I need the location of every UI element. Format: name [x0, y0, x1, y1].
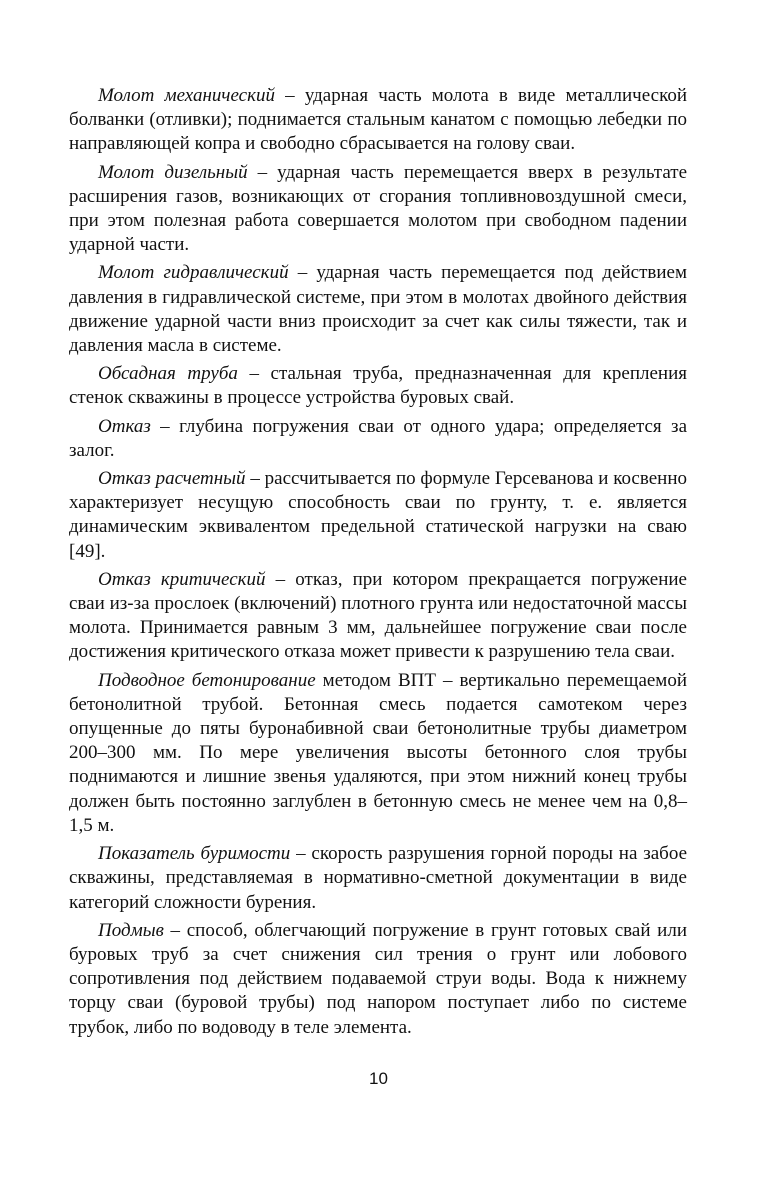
glossary-entry — [69, 362, 687, 410]
glossary-term: Показатель буримости — [98, 843, 291, 865]
glossary-entry — [69, 161, 687, 258]
glossary-entry — [69, 261, 687, 358]
glossary-definition: – ударная часть перемещается вверх в результате расширения газов, возникающих от сгорания топливновоздушной смеси, при этом полезная работа совершается молотом при свободном падении ударной части. — [69, 161, 688, 256]
glossary-term: Отказ расчетный — [98, 468, 246, 490]
glossary-term: Отказ критический — [98, 568, 266, 590]
glossary-entry — [69, 842, 687, 915]
glossary-definition: – ударная часть молота в виде металлической болванки (отливки); поднимается стальным канатом с помощью лебедки по направляющей копра и свободно сбрасывается на голову сваи. — [69, 85, 688, 155]
glossary-entry — [69, 415, 687, 463]
glossary-term: Молот дизельный — [98, 161, 248, 183]
glossary-entry — [69, 568, 687, 665]
glossary-entries — [69, 84, 687, 1044]
glossary-entry — [69, 669, 687, 838]
glossary-term: Отказ — [98, 415, 151, 437]
glossary-definition: методом ВПТ – вертикально перемещаемой бетонолитной трубой. Бетонная смесь подается самотеком через опущенные до пяты буронабивной сваи бетонолитные трубы диаметром 200–300 мм. По мере увеличения высоты бетонного слоя трубы поднимаются и лишние звенья удаляются, при этом нижний конец трубы должен быть постоянно заглублен в бетонную смесь не менее чем на 0,8–1,5 м. — [69, 669, 687, 836]
glossary-entry — [69, 84, 687, 157]
glossary-definition: – способ, облегчающий погружение в грунт готовых свай или буровых труб за счет снижения сил трения о грунт или лобового сопротивления под действием подаваемой струи воды. Вода к нижнему торцу сваи (буровой трубы) под напором поступает либо по системе трубок, либо по водоводу в теле элемента. — [69, 919, 687, 1038]
glossary-definition: – отказ, при котором прекращается погружение сваи из-за прослоек (включений) плотного грунта или недостаточной массы молота. Принимается равным 3 мм, дальнейшее погружение сваи после достижения критического отказа может привести к разрушению тела сваи. — [69, 568, 687, 663]
glossary-term: Обсадная труба — [98, 363, 238, 385]
glossary-definition: – глубина погружения сваи от одного удара; определяется за залог. — [69, 415, 687, 461]
glossary-term: Подводное бетонирование — [98, 669, 316, 691]
glossary-definition: – ударная часть перемещается под действием давления в гидравлической системе, при этом в молотах двойного действия движение ударной части вниз происходит за счет как силы тяжести, так и давления масла в системе. — [69, 262, 688, 357]
glossary-definition: – рассчитывается по формуле Герсеванова и косвенно характеризует несущую способность сваи по грунту, т. е. является динамическим эквивалентом предельной статической нагрузки на сваю [49]. — [69, 468, 687, 562]
glossary-definition: – скорость разрушения горной породы на забое скважины, представляемая в нормативно-сметной документации в виде категорий сложности бурения. — [69, 843, 688, 913]
glossary-entry — [69, 919, 687, 1040]
glossary-term: Подмыв — [98, 919, 164, 941]
glossary-entry — [69, 467, 687, 564]
glossary-definition: – стальная труба, предназначенная для крепления стенок скважины в процессе устройства буровых свай. — [69, 363, 687, 409]
glossary-term: Молот гидравлический — [98, 262, 289, 284]
glossary-term: Молот механический — [98, 85, 275, 106]
page-number: 10 — [369, 1069, 388, 1088]
